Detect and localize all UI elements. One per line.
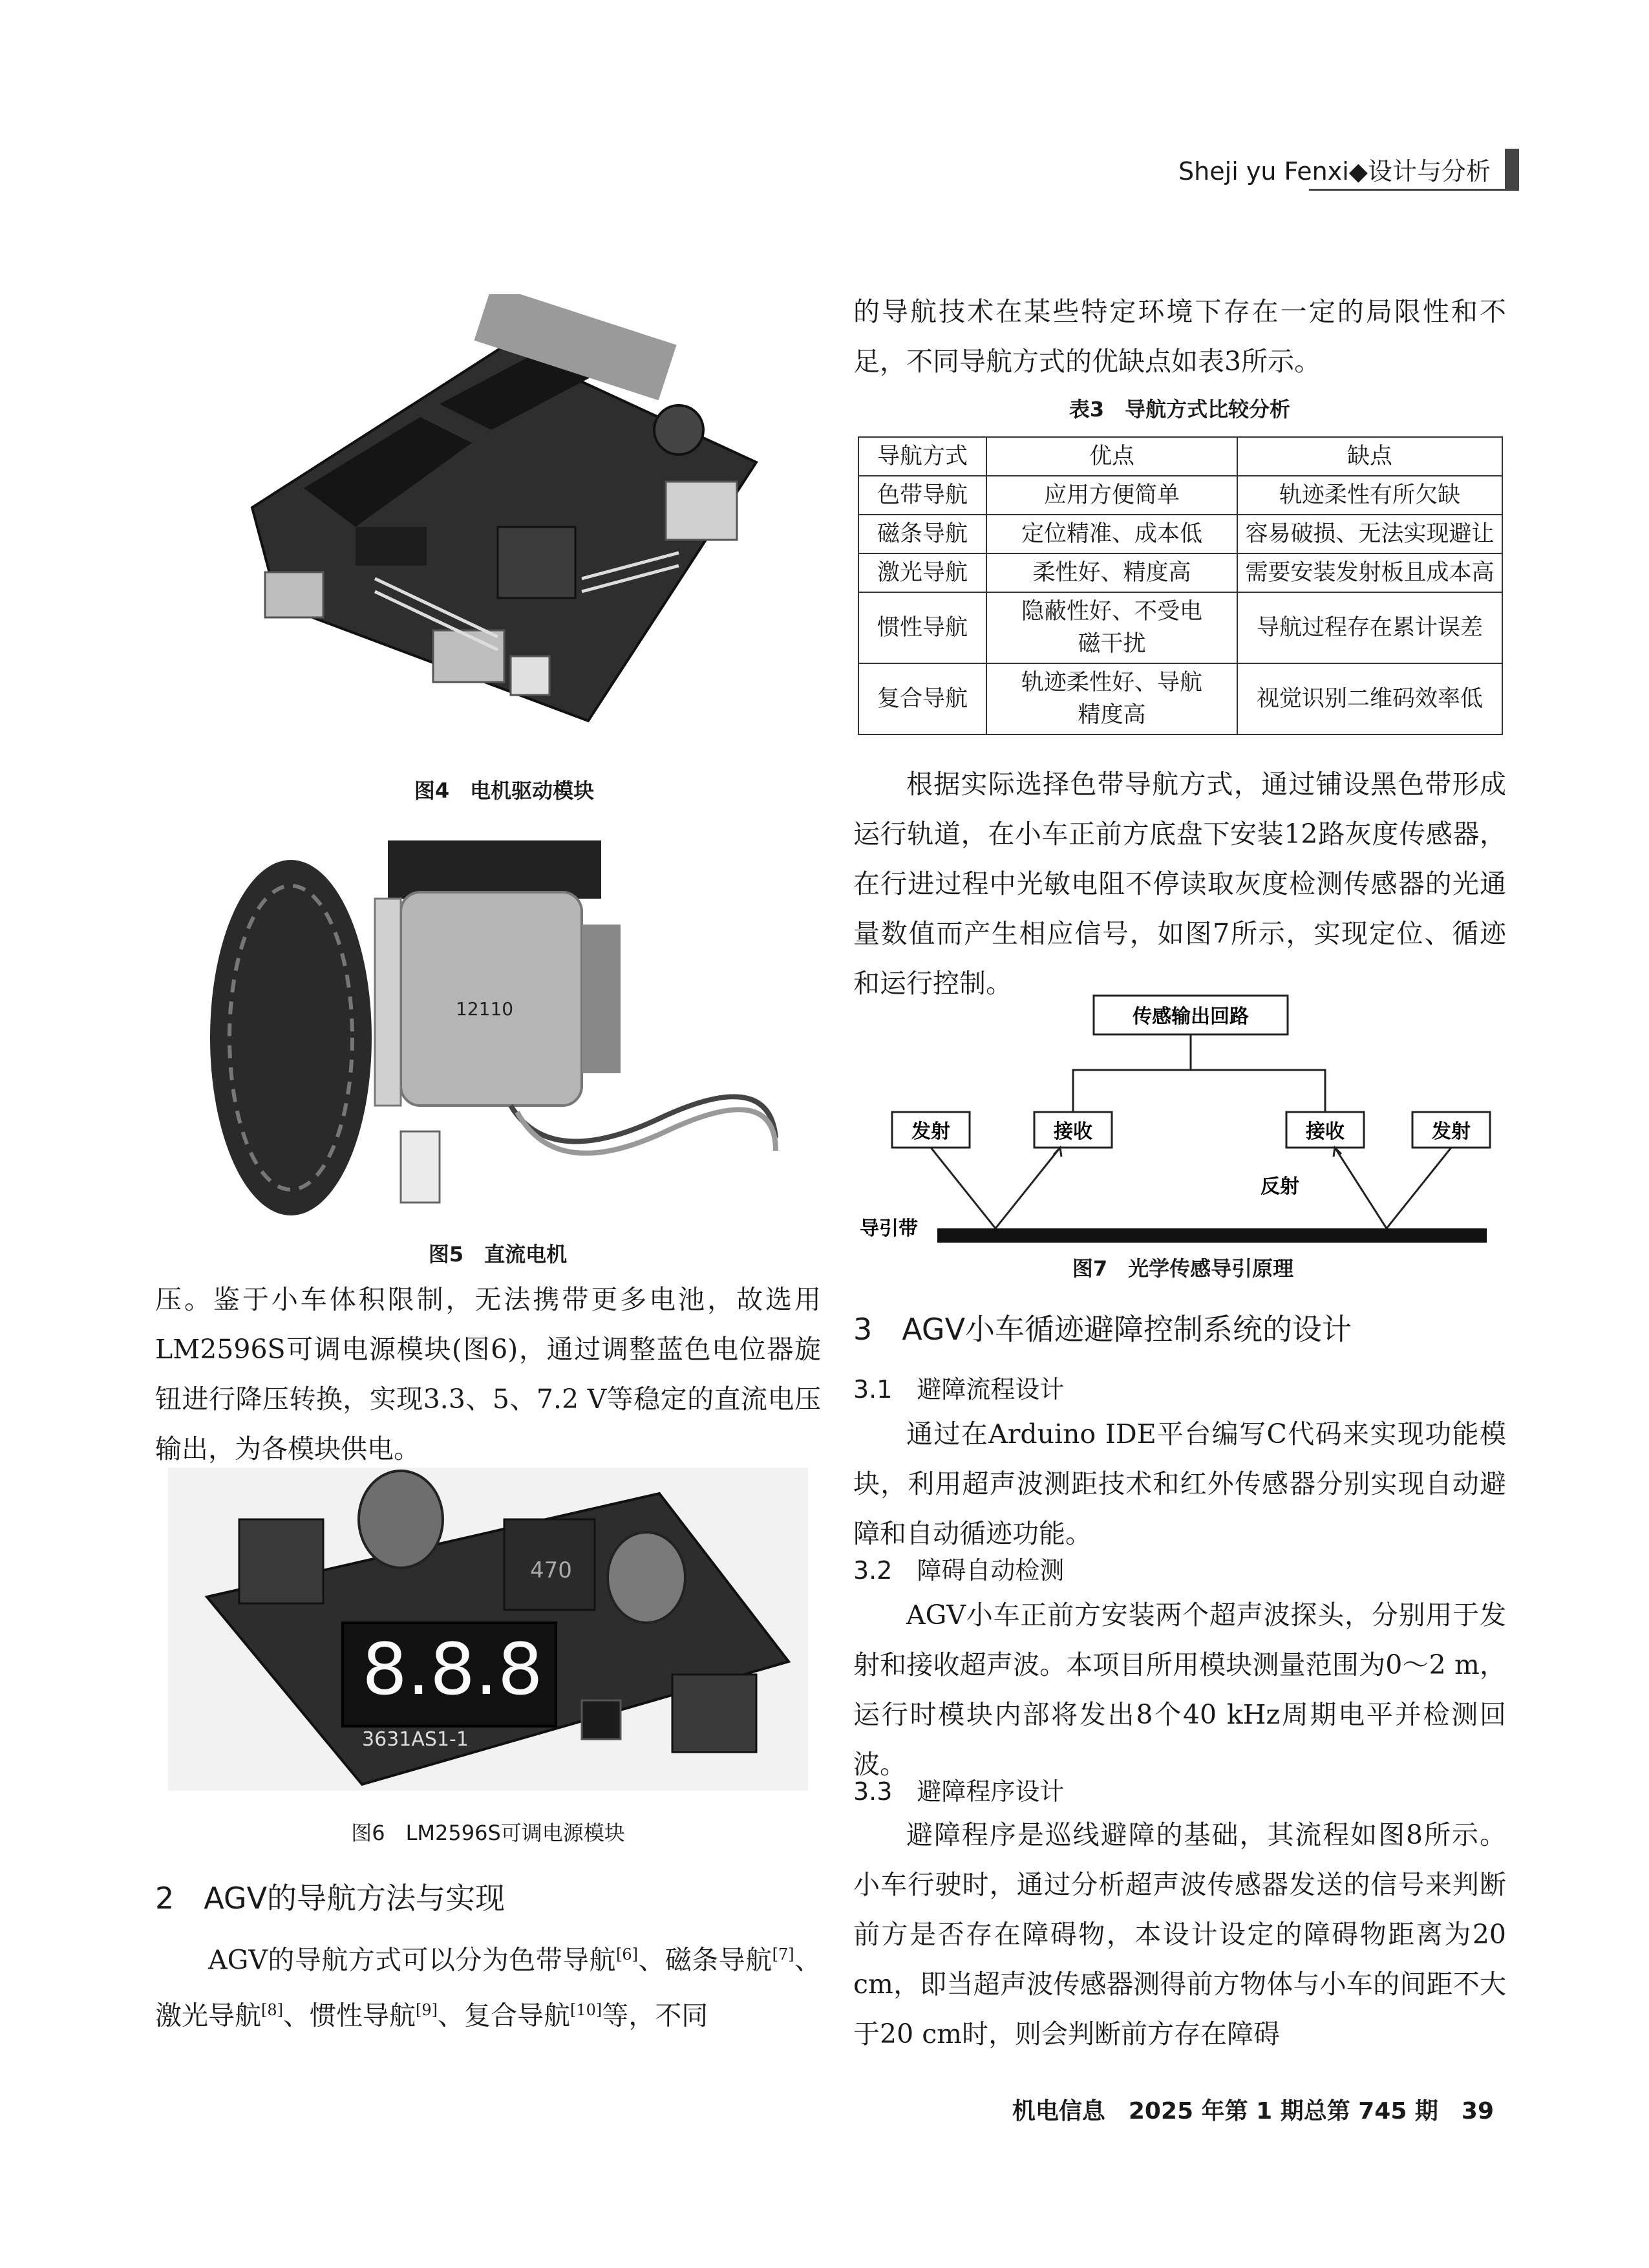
table-cell: 容易破损、无法实现避让 [1237,515,1502,553]
header-title: Sheji yu Fenxi◆设计与分析 [1178,157,1491,186]
left-paragraph-1: 压。鉴于小车体积限制，无法携带更多电池，故选用LM2596S可调电源模块(图6)，通过调整蓝色电位器旋钮进行降压转换，实现3.3、5、7.2 V等稳定的直流电压输出，为各模块供电。 [155,1284,821,1464]
paragraph-3-1: 通过在Arduino IDE平台编写C代码来实现功能模块，利用超声波测距技术和红外传感器分别实现自动避障和自动循迹功能。 [853,1418,1506,1549]
table-cell: 复合导航 [858,663,986,734]
table-row [858,476,1502,515]
table-row [858,515,1502,553]
display-part-label: 3631AS1-1 [362,1728,469,1751]
table-cell: 轨迹柔性好、导航精度高 [986,663,1237,734]
emit-right-label: 发射 [1432,1120,1471,1143]
table-cell: 轨迹柔性有所欠缺 [1237,476,1502,515]
receive-left-label: 接收 [1054,1120,1092,1143]
sensor-output-label: 传感输出回路 [1133,1005,1249,1028]
subsection-3-2-heading: 3.2 障碍自动检测 [853,1556,1065,1585]
paragraph-3-3: 避障程序是巡线避障的基础，其流程如图8所示。小车行驶时，通过分析超声波传感器发送的信号来判断前方是否存在障碍物，本设计设定的障碍物距离为20 cm，即当超声波传感器测得前方物体与小车的间距不大于20 cm时，则会判断前方存在障碍 [853,1819,1506,2049]
table-cell: 色带导航 [858,476,986,515]
subsection-3-3-heading: 3.3 避障程序设计 [853,1777,1065,1806]
reflection-label: 反射 [1261,1175,1299,1198]
right-paragraph-after-table: 根据实际选择色带导航方式，通过铺设黑色带形成运行轨道，在小车正前方底盘下安装12路灰度传感器，在行进过程中光敏电阻不停读取灰度检测传感器的光通量数值而产生相应信号，如图7所示，实现定位、循迹和运行控制。 [853,769,1506,999]
emit-left-label: 发射 [911,1120,950,1143]
header-bar [1505,149,1519,189]
table-cell: 磁条导航 [858,515,986,553]
figure-6-image [168,1468,808,1791]
figure-6-caption: 图6 LM2596S可调电源模块 [351,1821,625,1845]
inductor-label: 470 [530,1557,572,1583]
table-header-row [858,437,1502,476]
table-cell: 定位精准、成本低 [986,515,1237,553]
figure-5-caption: 图5 直流电机 [428,1242,568,1267]
table-cell: 应用方便简单 [986,476,1237,515]
figure-7-diagram [860,989,1506,1248]
figure-5-image [207,834,789,1215]
table-header-cell: 优点 [986,437,1237,476]
motor-label: 12110 [456,998,514,1020]
right-paragraph-top: 的导航技术在某些特定环境下存在一定的局限性和不足，不同导航方式的优缺点如表3所示。 [853,296,1506,377]
table-cell: 导航过程存在累计误差 [1237,592,1502,663]
table-cell: 需要安装发射板且成本高 [1237,553,1502,592]
table-cell: 惯性导航 [858,592,986,663]
table-row [858,553,1502,592]
table-cell: 视觉识别二维码效率低 [1237,663,1502,734]
table-cell: 隐蔽性好、不受电磁干扰 [986,592,1237,663]
table-row [858,592,1502,663]
table-header-cell: 缺点 [1237,437,1502,476]
table-cell: 柔性好、精度高 [986,553,1237,592]
page-footer: 机电信息 2025 年第 1 期总第 745 期 39 [1012,2098,1494,2124]
guide-band-label: 导引带 [860,1217,918,1240]
table-row [858,663,1502,734]
section-3-heading: 3 AGV小车循迹避障控制系统的设计 [853,1312,1352,1347]
table-3-caption: 表3 导航方式比较分析 [1069,397,1291,422]
left-paragraph-2: AGV的导航方式可以分为色带导航[6]、磁条导航[7]、激光导航[8]、惯性导航[9]、复合导航[10]等，不同 [155,1944,822,2031]
table-cell: 激光导航 [858,553,986,592]
navigation-comparison-table [858,436,1503,735]
section-2-heading: 2 AGV的导航方法与实现 [155,1881,505,1916]
receive-right-label: 接收 [1306,1120,1345,1143]
subsection-3-1-heading: 3.1 避障流程设计 [853,1375,1065,1404]
paragraph-3-2: AGV小车正前方安装两个超声波探头，分别用于发射和接收超声波。本项目所用模块测量范围为0～2 m，运行时模块内部将发出8个40 kHz周期电平并检测回波。 [853,1599,1506,1780]
figure-4-caption: 图4 电机驱动模块 [414,778,595,803]
table-header-cell: 导航方式 [858,437,986,476]
figure-4-image [226,294,782,747]
header-rule [1309,189,1519,191]
guide-band [937,1228,1487,1243]
display-digits: 8.8.8 [362,1628,543,1711]
running-header [1138,146,1519,198]
figure-7-caption: 图7 光学传感导引原理 [1072,1256,1294,1281]
